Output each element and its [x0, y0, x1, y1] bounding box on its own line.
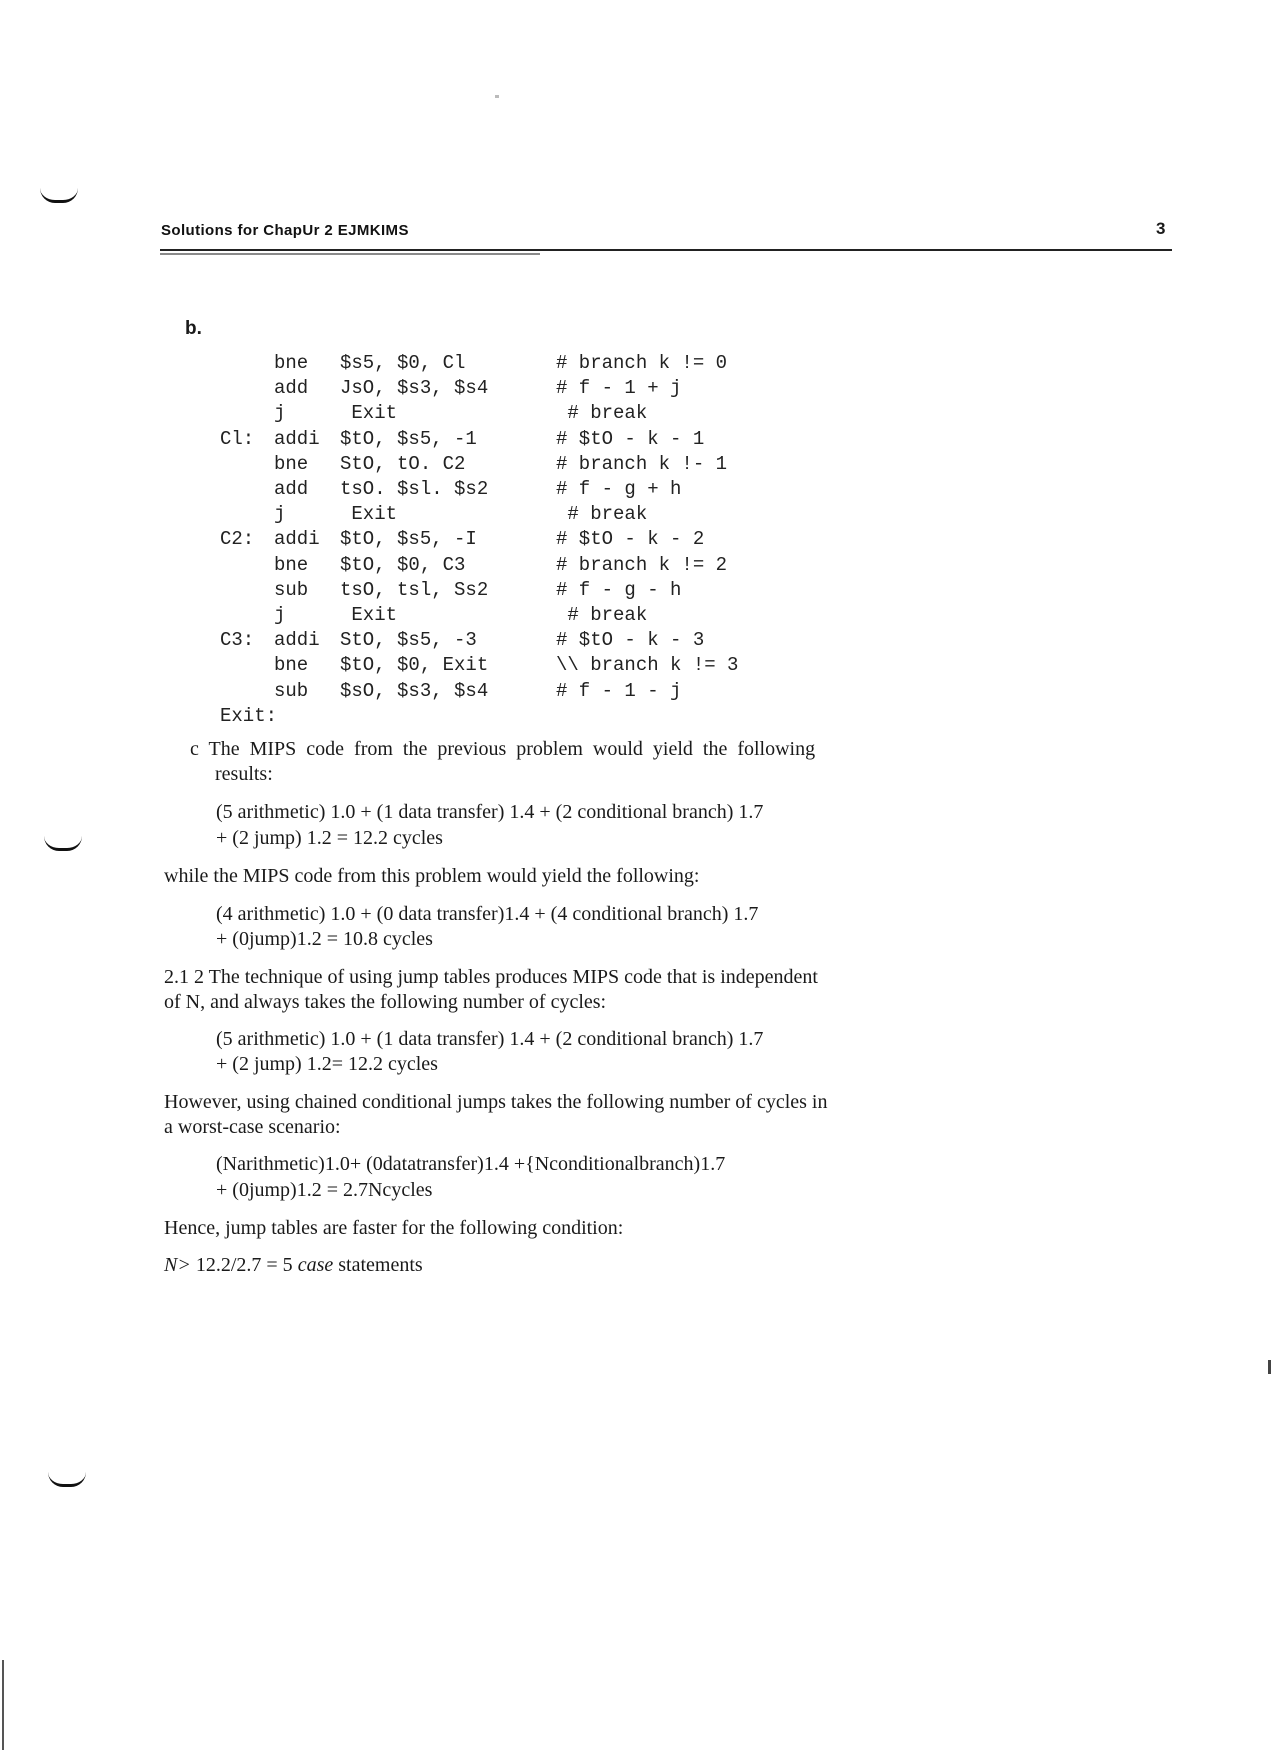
- code-operands: $tO, $0, C3: [340, 553, 466, 576]
- code-opcode: addi: [274, 528, 320, 551]
- code-comment: # f - g - h: [556, 578, 682, 601]
- code-opcode: add: [274, 377, 309, 400]
- section-2-12-paragraph-cont: of N, and always takes the following number of cycles:: [164, 991, 607, 1013]
- equation: (4 arithmetic) 1.0 + (0 data transfer)1.4 + (4 conditional branch) 1.7: [216, 903, 759, 925]
- condition-value: 12.2/2.7 = 5: [190, 1254, 298, 1276]
- code-comment: # branch k != 2: [556, 553, 728, 576]
- code-comment: # f - 1 + j: [556, 377, 682, 400]
- paragraph: However, using chained conditional jumps takes the following number of cycles in: [164, 1091, 828, 1113]
- code-opcode: bne: [274, 452, 309, 475]
- code-label: C2:: [220, 528, 255, 551]
- code-operands: $tO, $0, Exit: [340, 654, 489, 677]
- header-rule-shadow: [160, 253, 540, 255]
- code-label: C3:: [220, 629, 255, 652]
- paragraph: while the MIPS code from this problem would yield the following:: [164, 865, 700, 887]
- code-operands: StO, tO. C2: [340, 452, 466, 475]
- code-comment: # break: [556, 402, 648, 425]
- code-opcode: sub: [274, 578, 309, 601]
- code-label: Cl:: [220, 427, 255, 450]
- code-opcode: sub: [274, 679, 309, 702]
- code-opcode: addi: [274, 629, 320, 652]
- equation: (Narithmetic)1.0+ (0datatransfer)1.4 +{Nconditionalbranch)1.7: [216, 1153, 726, 1175]
- code-opcode: bne: [274, 654, 309, 677]
- scan-speck: [1268, 1360, 1271, 1374]
- running-header: Solutions for ChapUr 2 EJMKIMS: [161, 222, 409, 239]
- code-opcode: j: [274, 604, 286, 626]
- binder-mark-middle: [44, 836, 82, 851]
- header-rule: [160, 249, 1172, 251]
- code-operands: StO, $s5, -3: [340, 629, 477, 652]
- code-comment: # $tO - k - 2: [556, 528, 705, 551]
- equation: (5 arithmetic) 1.0 + (1 data transfer) 1.4 + (2 conditional branch) 1.7: [216, 801, 764, 823]
- code-operands: Exit: [340, 604, 398, 626]
- code-opcode: j: [274, 402, 286, 425]
- code-comment: # $tO - k - 3: [556, 629, 705, 652]
- code-operands: tsO, tsl, Ss2: [340, 578, 489, 601]
- binder-mark-top: [40, 188, 78, 203]
- part-c-intro: c The MIPS code from the previous problem would yield the following: [190, 738, 816, 760]
- code-comment: # break: [556, 604, 648, 626]
- final-condition: [164, 1253, 423, 1278]
- equation: + (2 jump) 1.2 = 12.2 cycles: [216, 827, 443, 849]
- code-comment: # branch k != 0: [556, 352, 728, 374]
- code-comment: # f - g + h: [556, 478, 682, 500]
- equation: + (0jump)1.2 = 10.8 cycles: [216, 928, 433, 950]
- scan-speck: [2, 1660, 4, 1750]
- code-comment: # break: [556, 503, 648, 526]
- variable-n: N>: [164, 1254, 191, 1276]
- code-operands: $sO, $s3, $s4: [340, 679, 489, 702]
- part-b-label: b.: [185, 318, 202, 339]
- code-comment: # branch k !- 1: [556, 452, 728, 475]
- code-opcode: add: [274, 478, 309, 500]
- paragraph: a worst-case scenario:: [164, 1116, 341, 1138]
- code-opcode: addi: [274, 427, 320, 450]
- case-keyword: case: [297, 1254, 334, 1276]
- paragraph: Hence, jump tables are faster for the following condition:: [164, 1217, 624, 1239]
- code-operands: Exit: [340, 402, 398, 425]
- page-number: 3: [1156, 219, 1166, 238]
- part-c-intro-cont: results:: [215, 763, 273, 785]
- code-label: Exit:: [220, 704, 278, 727]
- code-opcode: bne: [274, 352, 309, 374]
- code-comment: \\ branch k != 3: [556, 654, 739, 677]
- code-operands: JsO, $s3, $s4: [340, 377, 489, 400]
- equation: + (0jump)1.2 = 2.7Ncycles: [216, 1179, 433, 1201]
- code-comment: # f - 1 - j: [556, 679, 682, 702]
- binder-mark-bottom: [48, 1472, 86, 1487]
- scan-speck: [495, 95, 499, 98]
- equation: + (2 jump) 1.2= 12.2 cycles: [216, 1053, 438, 1075]
- equation: (5 arithmetic) 1.0 + (1 data transfer) 1.4 + (2 conditional branch) 1.7: [216, 1028, 764, 1050]
- code-operands: tsO. $sl. $s2: [340, 478, 489, 500]
- code-opcode: bne: [274, 553, 309, 576]
- section-2-12-paragraph: 2.1 2 The technique of using jump tables produces MIPS code that is independent: [164, 966, 818, 988]
- code-operands: $tO, $s5, -1: [340, 427, 477, 450]
- code-operands: $tO, $s5, -I: [340, 528, 477, 551]
- code-operands: $s5, $0, Cl: [340, 352, 466, 374]
- code-comment: # $tO - k - 1: [556, 427, 705, 450]
- code-opcode: j: [274, 503, 286, 526]
- code-operands: Exit: [340, 503, 398, 526]
- condition-tail: statements: [333, 1254, 423, 1276]
